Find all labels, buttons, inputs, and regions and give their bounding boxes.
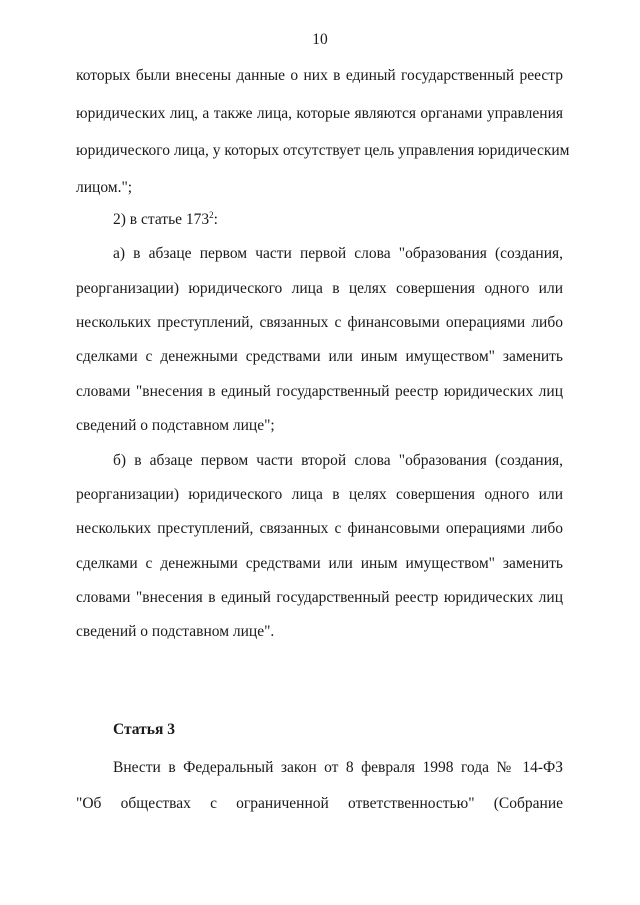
paragraph-line: а) в абзаце первом части первой слова "образования (создания, — [113, 245, 563, 262]
paragraph-line: лицом."; — [76, 179, 133, 196]
paragraph-line: юридических лиц, а также лица, которые являются органами управления — [76, 105, 563, 122]
paragraph-line: реорганизации) юридического лица в целях совершения одного или — [76, 486, 563, 503]
paragraph-line: нескольких преступлений, связанных с финансовыми операциями либо — [76, 314, 563, 331]
paragraph-line: нескольких преступлений, связанных с финансовыми операциями либо — [76, 520, 563, 537]
paragraph-line: б) в абзаце первом части второй слова "образования (создания, — [113, 452, 563, 469]
paragraph-line: словами "внесения в единый государственный реестр юридических лиц — [76, 589, 563, 606]
paragraph-line: реорганизации) юридического лица в целях совершения одного или — [76, 280, 563, 297]
article-173-text: 2) в статье 173 — [113, 211, 210, 228]
paragraph-line: сделками с денежными средствами или иным имуществом" заменить — [76, 555, 563, 572]
paragraph-line: юридического лица, у которых отсутствует цель управления юридическим — [76, 142, 570, 159]
article-173-colon: : — [213, 211, 218, 228]
article-173-superscript: 2 — [209, 210, 214, 220]
article-heading: Статья 3 — [113, 721, 175, 738]
paragraph-line: Внести в Федеральный закон от 8 февраля 1998 года № 14-ФЗ — [113, 759, 563, 776]
paragraph-line: сведений о подставном лице"; — [76, 417, 275, 434]
paragraph-line: которых были внесены данные о них в единый государственный реестр — [76, 67, 563, 84]
paragraph-line: "Об обществах с ограниченной ответственностью" (Собрание — [76, 795, 563, 812]
paragraph-line: сведений о подставном лице". — [76, 623, 275, 640]
page-number: 10 — [312, 31, 328, 48]
paragraph-line: сделками с денежными средствами или иным имуществом" заменить — [76, 348, 563, 365]
paragraph-line: словами "внесения в единый государственный реестр юридических лиц — [76, 383, 563, 400]
list-item-article-173 — [113, 210, 563, 230]
